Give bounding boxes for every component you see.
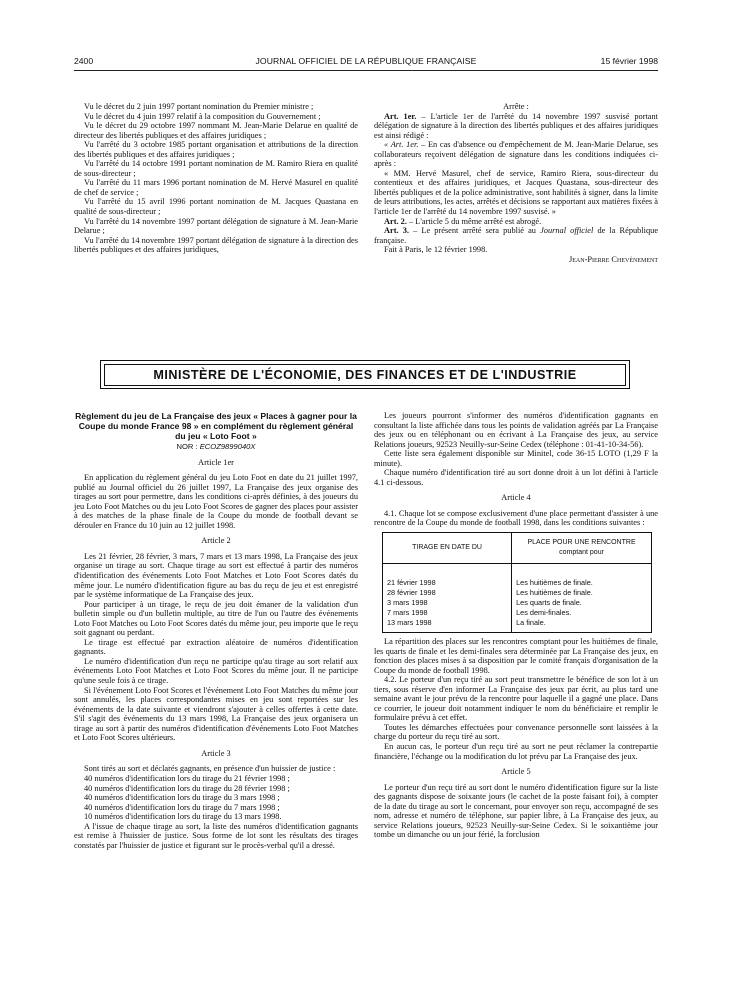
article-heading: Article 4 bbox=[501, 493, 531, 503]
nor-line bbox=[74, 442, 358, 452]
paragraph: Les joueurs pourront s'informer des numéros d'identification gagnants en consultant la liste affichée dans tous les points de validation agréés par La Française des jeux ou en téléphonant ou en écrivant à La Française des jeux, au service Relations joueurs, 92523 Neuilly-sur-Seine Cedex (téléphone : 01-41-10-34-56). bbox=[374, 411, 658, 449]
article-text: de la République française. bbox=[374, 226, 659, 245]
reglement-title: Règlement du jeu de La Française des jeux « Places à gagner pour la Coupe du monde France 98 » en complément du règlement général du jeu « Loto Foot » bbox=[75, 411, 357, 441]
fait-line: Fait à Paris, le 12 février 1998. bbox=[384, 245, 488, 255]
lots-table bbox=[382, 532, 652, 633]
table-header: TIRAGE EN DATE DU bbox=[383, 533, 512, 564]
paragraph: Toutes les démarches effectuées pour convenance personnelle sont laissées à la charge du porteur du reçu tiré au sort. bbox=[374, 722, 658, 742]
paragraph: 4.1. Chaque lot se compose exclusivement d'une place permettant d'assister à une rencontre de la Coupe du monde de football 1998, dans les conditions suivantes : bbox=[374, 508, 658, 528]
page-header bbox=[74, 56, 658, 70]
visa-paragraph: Vu l'arrêté du 3 octobre 1985 portant organisation et attributions de la direction des libertés publiques et des affaires juridiques ; bbox=[74, 140, 358, 159]
article-label: Art. 1er. bbox=[384, 111, 417, 121]
journal-title: JOURNAL OFFICIEL DE LA RÉPUBLIQUE FRANÇAISE bbox=[255, 56, 477, 66]
article-heading: Article 2 bbox=[201, 536, 231, 546]
issue-date: 15 février 1998 bbox=[600, 56, 658, 66]
paragraph: Le tirage est effectué par extraction aléatoire de numéros d'identification gagnants. bbox=[74, 637, 358, 657]
list-item: 40 numéros d'identification lors du tirage du 28 février 1998 ; bbox=[84, 783, 290, 793]
visa-paragraph: Vu l'arrêté du 14 novembre 1997 portant délégation de signature à M. Jean-Marie Delarue ; bbox=[74, 216, 358, 236]
article-heading: Article 1er bbox=[198, 457, 234, 467]
article-label: Art. 3. bbox=[384, 226, 409, 236]
visa-paragraph: Vu le décret du 4 juin 1997 relatif à la composition du Gouvernement ; bbox=[84, 111, 321, 121]
table-date: 28 février 1998 bbox=[387, 588, 436, 598]
paragraph: Si l'événement Loto Foot Scores et l'événement Loto Foot Matches du même jour sont annulés, les places correspondantes mises en jeu sont reportées sur les événements de la date suivante et viendront s'ajouter à celles offertes à cette date. S'il s'agit des événements du 13 mars 1998, La Française des jeux organisera un tirage au sort à partir des numéros d'identification d'événements Loto Foot Matches et Loto Foot Scores ultérieurs. bbox=[74, 685, 358, 743]
article-2 bbox=[374, 217, 658, 227]
bottom-left-column bbox=[74, 411, 358, 850]
visa-paragraph: Vu le décret du 2 juin 1997 portant nomination du Premier ministre ; bbox=[84, 102, 314, 111]
table-header-line: PLACE POUR UNE RENCONTRE bbox=[527, 539, 636, 547]
list-item: 40 numéros d'identification lors du tirage du 21 février 1998 ; bbox=[84, 773, 290, 783]
list-item: 40 numéros d'identification lors du tirage du 3 mars 1998 ; bbox=[84, 793, 280, 803]
signature: Jean-Pierre Chevènement bbox=[569, 254, 658, 264]
visa-paragraph: Vu l'arrêté du 14 octobre 1991 portant nomination de M. Ramiro Riera en qualité de sous-directeur ; bbox=[74, 159, 358, 178]
nor-value: ECOZ9899040X bbox=[199, 442, 256, 451]
paragraph: 4.2. Le porteur d'un reçu tiré au sort peut transmettre le bénéfice de son lot à un tiers, sous réserve d'en informer La Française des jeux par écrit, au plus tard une semaine avant le jour prévu de la rencontre pour laquelle il a gagné une place. Dans ce courrier, le joueur doit notamment indiquer le nom du bénéficiaire et remplir le formulaire prévu à cet effet. bbox=[374, 675, 658, 723]
table-header bbox=[512, 533, 652, 564]
quote-1 bbox=[374, 140, 658, 169]
paragraph: Le numéro d'identification d'un reçu ne participe qu'au tirage au sort relatif aux événements Loto Foot Matches et Loto Foot Scores du même jour. Il ne participe qu'une seule fois à ce tirage. bbox=[74, 656, 358, 686]
header-rule bbox=[74, 70, 658, 71]
top-right-column bbox=[374, 102, 658, 264]
paragraph: En application du règlement général du jeu Loto Foot en date du 21 juillet 1997, publié au Journal officiel du 26 juillet 1997, La Française des jeux organise des tirages au sort pour permettre, dans les conditions ci-après définies, à des joueurs du jeu Loto Foot Matches ou du jeu Loto Foot Scores de gagner des places pour assister à des matches de la phase finale de la Coupe du monde de football devant se dérouler en France du 10 juin au 12 juillet 1998. bbox=[74, 473, 358, 530]
journal-name: Journal officiel bbox=[540, 226, 594, 236]
paragraph: Pour participer à un tirage, le reçu de jeu doit émaner de la validation d'un bulletin simple ou d'un bulletin multiple, au titre de l'un ou l'autre des événements Loto Foot Matches ou Loto Foot Scores datés du même jour, peu importe que le reçu soit gagnant ou perdant. bbox=[74, 599, 358, 638]
list-item: 10 numéros d'identification lors du tirage du 13 mars 1998. bbox=[84, 812, 282, 822]
table-date: 13 mars 1998 bbox=[387, 618, 432, 628]
article-1 bbox=[374, 112, 658, 141]
quote-2: « MM. Hervé Masurel, chef de service, Ramiro Riera, sous-directeur du contentieux et des affaires juridiques, et Jacques Quastana, sous-directeur des libertés publiques et de la police administrative, sont habilités à signer, dans la limite de leurs attributions, les actes, arrêtés et décisions se rapportant aux matières fixées à l'article 1er de l'arrêté du 14 novembre 1997 susvisé. » bbox=[374, 168, 658, 217]
nor-label: NOR : bbox=[176, 442, 200, 451]
table-date: 21 février 1998 bbox=[387, 578, 436, 588]
top-left-column bbox=[74, 102, 358, 255]
article-text: – Le présent arrêté sera publié au bbox=[408, 226, 541, 236]
paragraph: A l'issue de chaque tirage au sort, la liste des numéros d'identification gagnants est remise à l'huissier de justice. Sous forme de lot sont les résultats des tirages constatés par l'huissier de justice et figurant sur le procès-verbal qu'il a dressé. bbox=[74, 821, 358, 850]
paragraph: La répartition des places sur les rencontres comptant pour les huitièmes de finale, les quarts de finale et les demi-finales sera déterminée par La Française des jeux, en fonction des places mises à sa disposition par le comité français d'organisation de la Coupe du monde de football 1998. bbox=[374, 637, 658, 675]
table-cell-places bbox=[512, 564, 652, 633]
article-text: – L'article 5 du même arrêté est abrogé. bbox=[406, 216, 542, 226]
arrete-heading: Arrête : bbox=[503, 102, 529, 111]
paragraph: Cette liste sera également disponible sur Minitel, code 36-15 LOTO (1,29 F la minute). bbox=[374, 449, 658, 468]
article-text: – L'article 1er de l'arrêté du 14 novembre 1997 susvisé portant délégation de signature à la direction des libertés publiques et des affaires juridiques est ainsi rédigé : bbox=[374, 111, 659, 140]
quote-text: – En cas d'absence ou d'empêchement de M. Jean-Marie Delarue, ses collaborateurs reçoivent délégation de signature dans les conditions indiquées ci-après : bbox=[374, 140, 658, 169]
visa-paragraph: Vu l'arrêté du 15 avril 1996 portant nomination de M. Jacques Quastana en qualité de sous-directeur ; bbox=[74, 197, 358, 217]
page-number: 2400 bbox=[74, 56, 94, 66]
table-date: 3 mars 1998 bbox=[387, 598, 428, 608]
bottom-right-column bbox=[374, 411, 658, 840]
table-place: Les demi-finales. bbox=[516, 608, 572, 618]
table-place: Les huitièmes de finale. bbox=[516, 578, 593, 588]
ministry-banner: MINISTÈRE DE L'ÉCONOMIE, DES FINANCES ET DE L'INDUSTRIE bbox=[104, 364, 626, 386]
article-label: Art. 2. bbox=[384, 216, 407, 226]
paragraph: Le porteur d'un reçu tiré au sort dont le numéro d'identification figure sur la liste des gagnants dispose de soixante jours (le cachet de la poste faisant foi), à compter de la date du tirage au sort le concernant, pour envoyer son reçu, accompagné de ses nom, adresse et numéro de téléphone, sur papier libre, à La Française des jeux, au service Relations joueurs, 92523 Neuilly-sur-Seine Cedex. Si le soixantième jour tombe un dimanche ou un jour férié, la forclusion bbox=[374, 782, 658, 840]
table-header-line: comptant pour bbox=[559, 549, 604, 557]
visa-paragraph: Vu le décret du 29 octobre 1997 nommant M. Jean-Marie Delarue en qualité de directeur des libertés publiques et des affaires juridiques ; bbox=[74, 121, 358, 140]
table-place: La finale. bbox=[516, 618, 546, 628]
paragraph: Sont tirés au sort et déclarés gagnants, en présence d'un huissier de justice : bbox=[84, 764, 336, 774]
paragraph: Chaque numéro d'identification tiré au sort donne droit à un lot défini à l'article 4.1 ci-dessous. bbox=[374, 468, 658, 487]
paragraph: En aucun cas, le porteur d'un reçu tiré au sort ne peut réclamer la contrepartie financière, l'échange ou la modification du lot prévu par La Française des jeux. bbox=[374, 742, 658, 761]
table-place: Les quarts de finale. bbox=[516, 598, 582, 608]
quote-label: « Art. 1er. bbox=[384, 140, 422, 150]
article-3 bbox=[374, 226, 658, 245]
visa-paragraph: Vu l'arrêté du 11 mars 1996 portant nomination de M. Hervé Masurel en qualité de chef de service ; bbox=[74, 178, 358, 197]
article-heading: Article 3 bbox=[201, 748, 231, 758]
list-item: 40 numéros d'identification lors du tirage du 7 mars 1998 ; bbox=[84, 802, 280, 812]
table-date: 7 mars 1998 bbox=[387, 608, 428, 618]
article-heading: Article 5 bbox=[501, 767, 531, 777]
table-cell-dates bbox=[383, 564, 512, 633]
paragraph: Les 21 février, 28 février, 3 mars, 7 mars et 13 mars 1998, La Française des jeux organise un tirage au sort. Chaque tirage au sort est effectué à partir des numéros d'identification des événements Loto Foot Matches et Loto Foot Scores datés du même jour. Le numéro d'identification figure au bas du reçu de jeu et est enregistré par le système informatique de La Française des jeux. bbox=[74, 551, 358, 600]
visa-paragraph: Vu l'arrêté du 14 novembre 1997 portant délégation de signature à la direction des libertés publiques et des affaires juridiques, bbox=[74, 235, 358, 255]
table-place: Les huitièmes de finale. bbox=[516, 588, 593, 598]
